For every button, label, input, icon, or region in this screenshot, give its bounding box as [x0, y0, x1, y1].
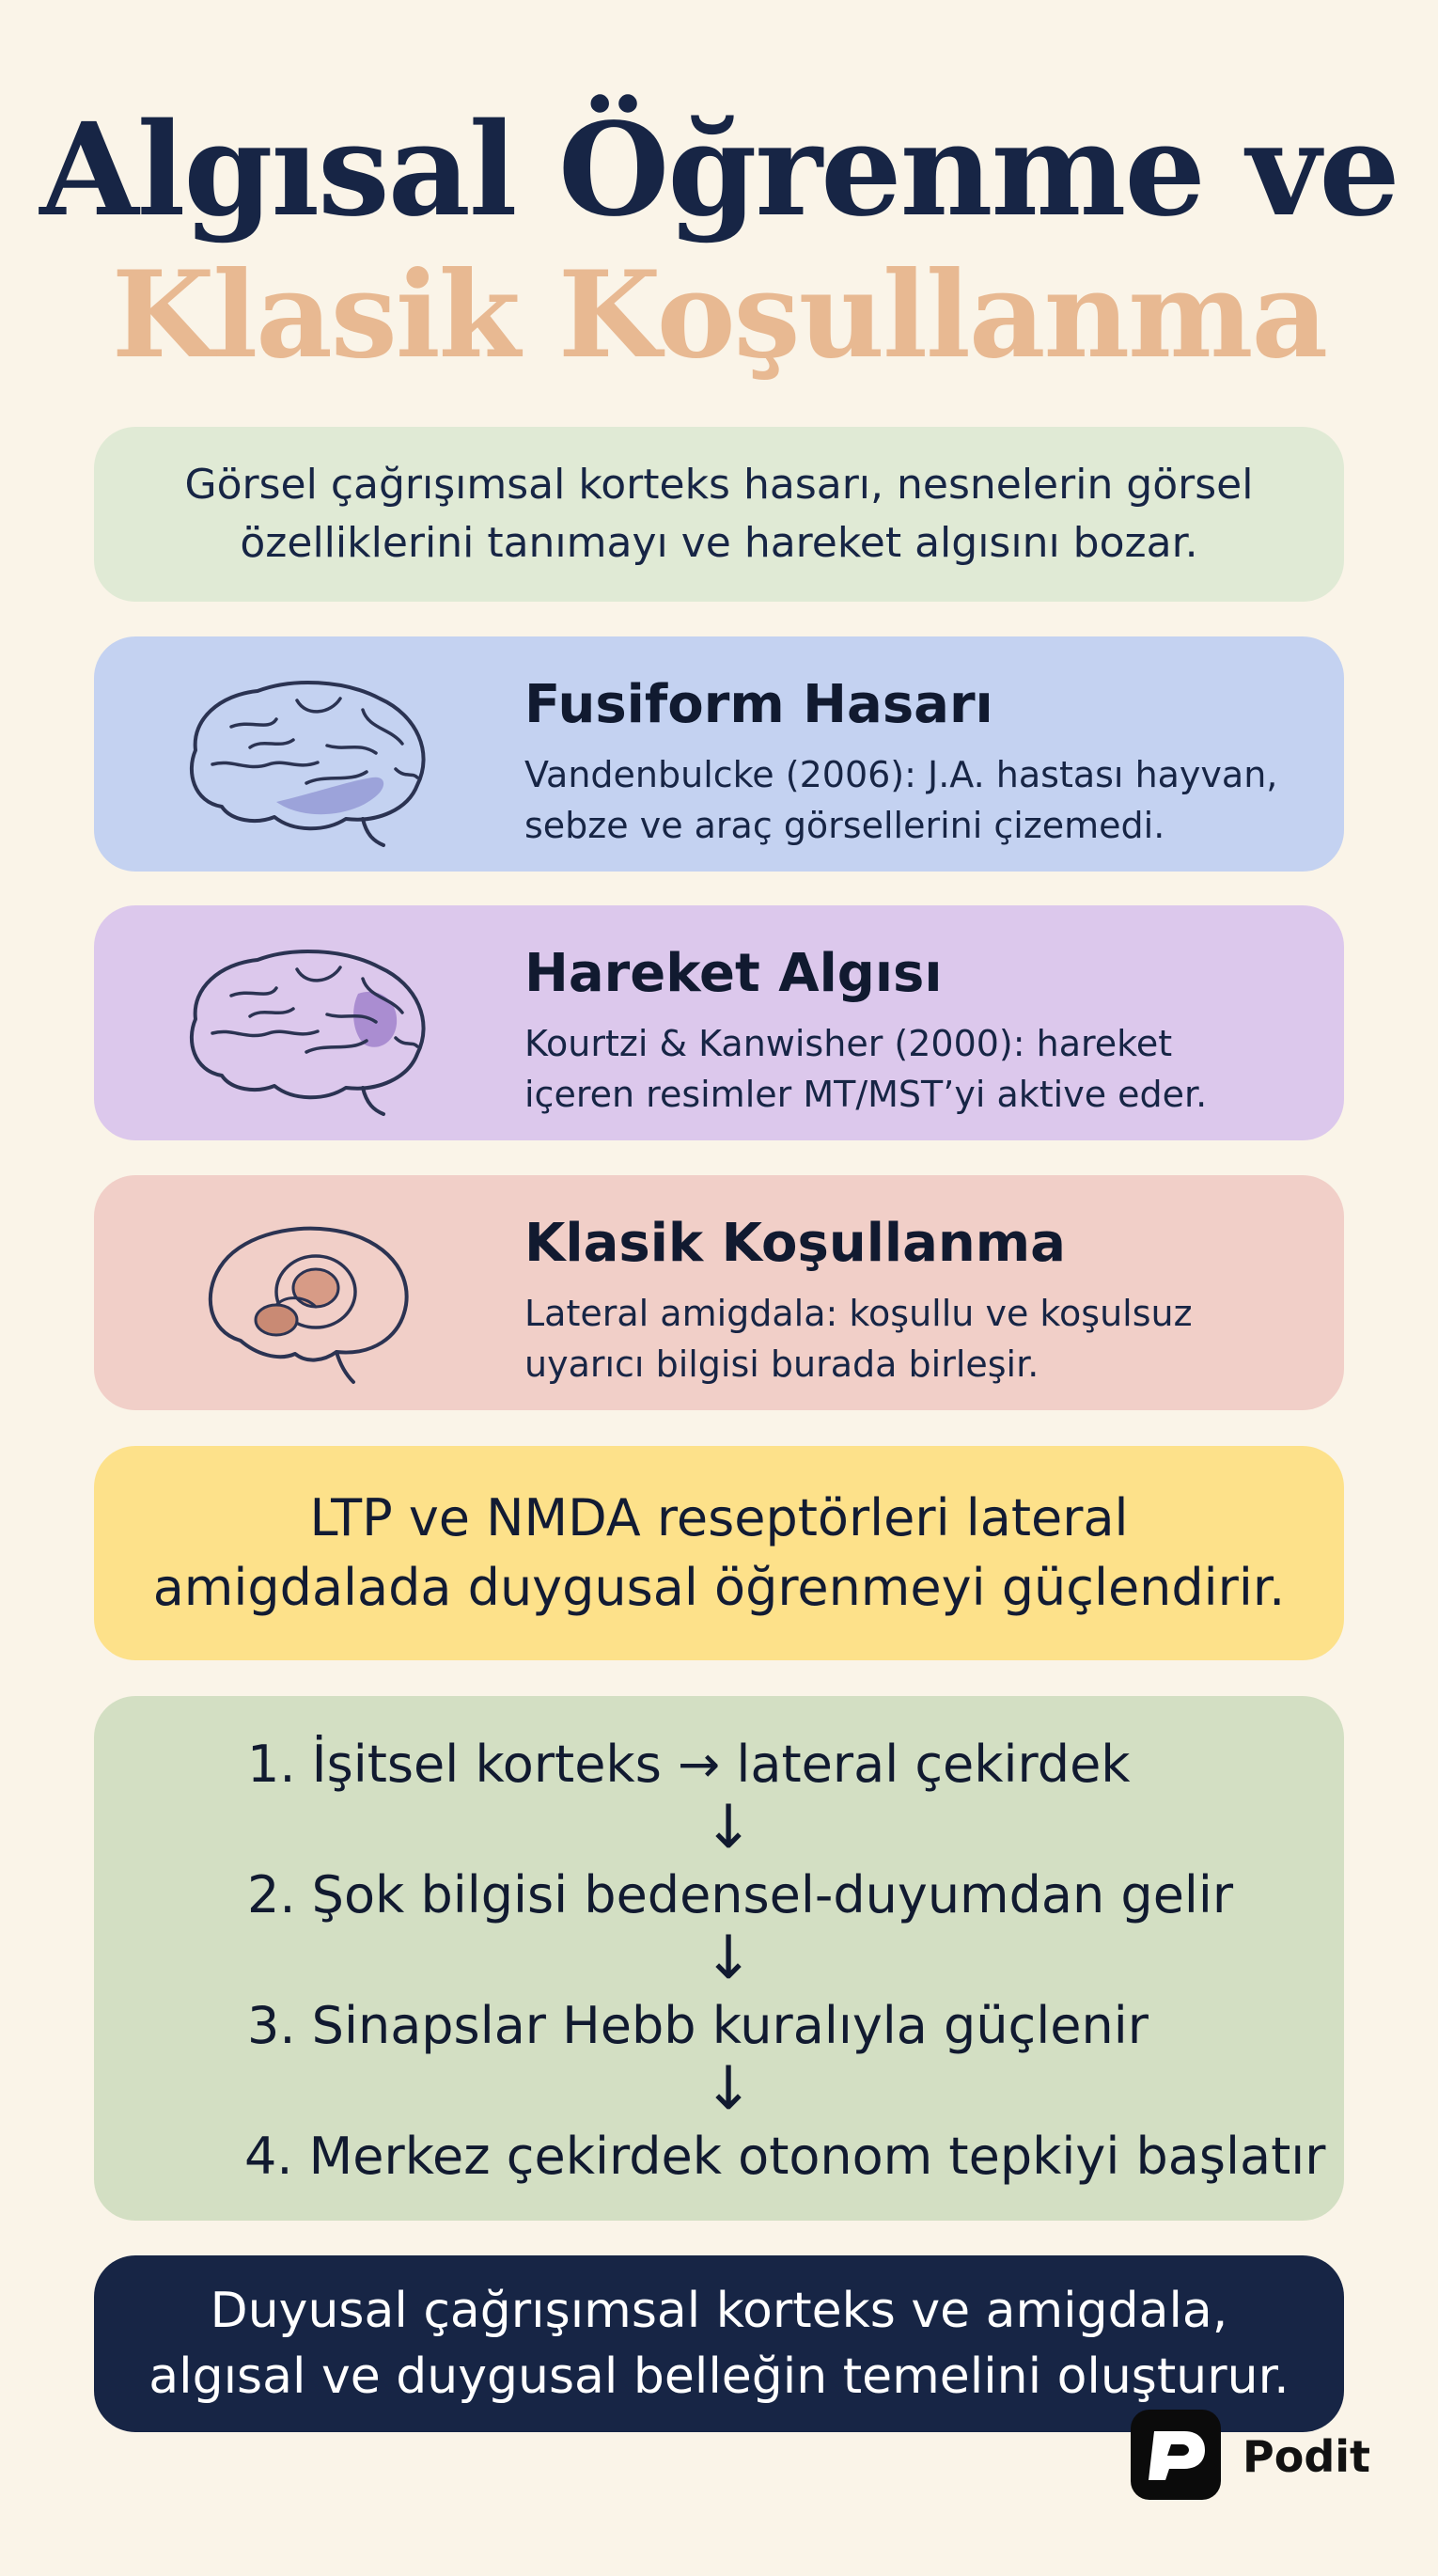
highlight-text-line-2: amigdalada duygusal öğrenmeyi güçlendirir. — [152, 1558, 1286, 1617]
page-title-line-1: Algısal Öğrenme ve — [39, 95, 1399, 245]
footer-card — [94, 2255, 1344, 2432]
conditioning-card — [94, 1175, 1344, 1410]
fusiform-description-line-1: Vandenbulcke (2006): J.A. hastası hayvan, — [524, 754, 1278, 795]
motion-description-line-2: içeren resimler MT/MST’yi aktive eder. — [524, 1074, 1208, 1115]
podit-logo-icon — [1131, 2410, 1221, 2500]
fusiform-title: Fusiform Hasarı — [524, 674, 993, 735]
highlight-card — [94, 1446, 1344, 1660]
step-2: 2. Şok bilgisi bedensel-duyumdan gelir — [247, 1865, 1234, 1924]
arrow-down-icon: ↓ — [703, 2054, 754, 2124]
motion-description — [524, 1018, 1207, 1120]
footer-text-line-2: algısal ve duygusal belleğin temelini oluşturur. — [148, 2348, 1290, 2405]
step-4: 4. Merkez çekirdek otonom tepkiyi başlatır — [244, 2127, 1326, 2186]
conditioning-description — [524, 1288, 1193, 1390]
intro-text-line-1: Görsel çağrışımsal korteks hasarı, nesnelerin görsel — [184, 461, 1254, 509]
motion-title: Hareket Algısı — [524, 943, 943, 1004]
motion-card — [94, 905, 1344, 1140]
brain-icon — [165, 930, 447, 1118]
motion-description-line-1: Kourtzi & Kanwisher (2000): hareket — [524, 1023, 1173, 1064]
fusiform-description-line-2: sebze ve araç görsellerini çizemedi. — [524, 805, 1165, 846]
intro-text-line-2: özelliklerini tanımayı ve hareket algısını bozar. — [240, 519, 1198, 567]
brain-amygdala-icon — [165, 1200, 447, 1388]
conditioning-description-line-1: Lateral amigdala: koşullu ve koşulsuz — [524, 1293, 1193, 1334]
step-1: 1. İşitsel korteks → lateral çekirdek — [247, 1735, 1131, 1794]
step-3: 3. Sinapslar Hebb kuralıyla güçlenir — [247, 1996, 1149, 2055]
arrow-down-icon: ↓ — [703, 1924, 754, 1993]
arrow-down-icon: ↓ — [703, 1793, 754, 1862]
conditioning-title: Klasik Koşullanma — [524, 1213, 1066, 1274]
highlight-text-line-1: LTP ve NMDA reseptörleri lateral — [309, 1488, 1129, 1547]
fusiform-description — [524, 749, 1277, 851]
conditioning-description-line-2: uyarıcı bilgisi burada birleşir. — [524, 1343, 1039, 1385]
steps-card — [94, 1696, 1344, 2221]
intro-card — [94, 427, 1344, 602]
fusiform-card — [94, 636, 1344, 872]
page-title-line-2: Klasik Koşullanma — [111, 245, 1327, 385]
footer-text-line-1: Duyusal çağrışımsal korteks ve amigdala, — [210, 2283, 1228, 2339]
brain-icon — [165, 661, 447, 849]
brand-name: Podit — [1243, 2431, 1371, 2482]
